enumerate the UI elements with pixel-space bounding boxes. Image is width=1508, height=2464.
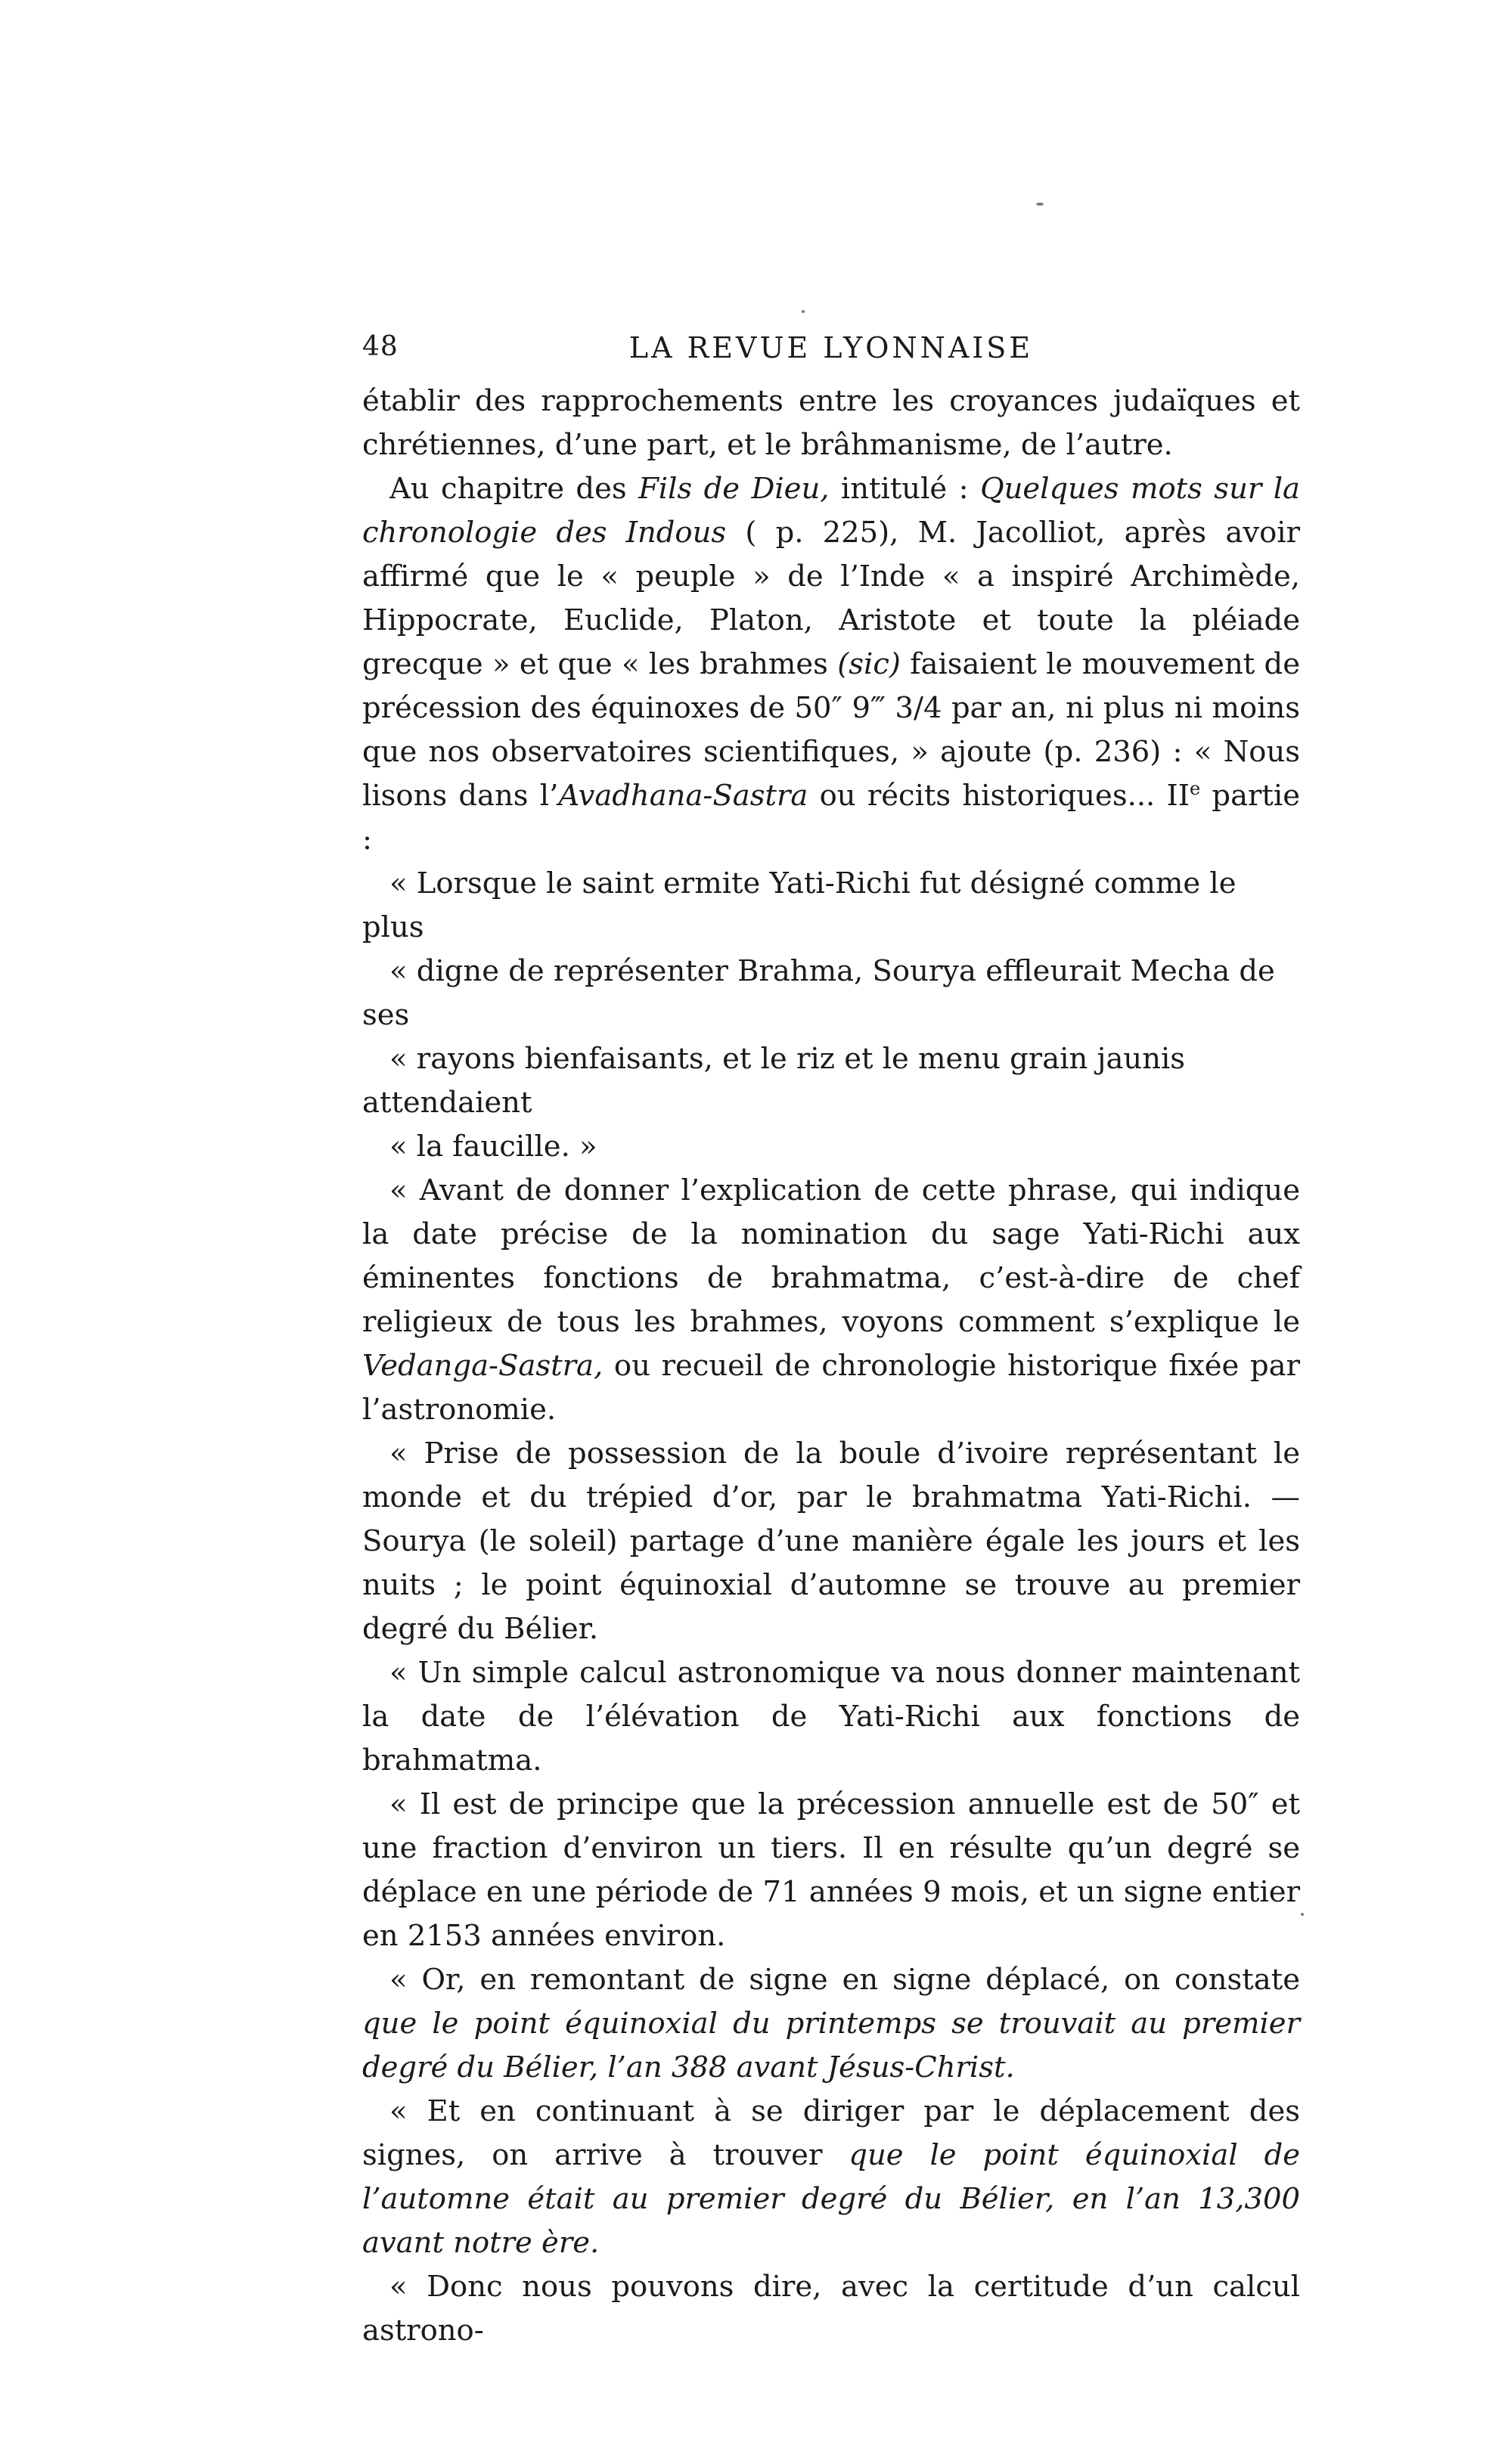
- verse-line: « rayons bienfaisants, et le riz et le menu grain jaunis attendaient: [362, 1042, 1186, 1120]
- print-speck: [802, 310, 805, 313]
- text-run: intitulé :: [829, 472, 981, 506]
- italic-title: Fils de Dieu,: [638, 472, 830, 506]
- page-header: [362, 331, 1300, 377]
- print-speck: [1301, 1913, 1304, 1916]
- italic-title: Avadhana-Sastra: [558, 779, 808, 813]
- paragraph-chapter: [362, 467, 1300, 862]
- paragraph-automne: [362, 2090, 1300, 2265]
- italic-title: Vedanga-Sastra,: [362, 1349, 604, 1383]
- text-run: ou recueil de chronologie historique fixée par l’astronomie.: [362, 1349, 1300, 1427]
- paragraph-precession: « Il est de principe que la précession annuelle est de 50″ et une fraction d’environ un tiers. Il en résulte qu’un degré se déplace en une période de 71 années 9 mois, et un signe entier en 2153 années environ.: [362, 1787, 1300, 1953]
- paragraph-possession: « Prise de possession de la boule d’ivoire représentant le monde et du trépied d’or, par le brahmatma Yati-Richi. — Sourya (le soleil) partage d’une manière égale les jours et les nuits ; le point équinoxial d’automne se trouve au premier degré du Bélier.: [362, 1437, 1300, 1646]
- paragraph-printemps: [362, 1958, 1300, 2090]
- text-run: « Avant de donner l’explication de cette phrase, qui indique la date précise de la nomination du sage Yati-Richi aux éminentes fonctions de brahmatma, c’est-à-dire de chef religieux de tous les brahmes, voyons comment s’explique le: [362, 1173, 1300, 1339]
- italic-sic: (sic): [837, 647, 901, 681]
- text-run: « Or, en remontant de signe en signe déplacé, on constate: [389, 1963, 1300, 1997]
- page-number: 48: [362, 331, 399, 362]
- verse-line: « Lorsque le saint ermite Yati-Richi fut désigné comme le plus: [362, 866, 1236, 944]
- text-run: ( p. 225), M. Jacolliot, après avoir affirmé que le « peuple » de l’Inde « a inspiré Archimède, Hippocrate, Euclide, Platon, Aristote et toute la pléiade grecque » et que « les brahmes: [362, 516, 1300, 681]
- running-title: LA REVUE LYONNAISE: [628, 331, 1034, 364]
- verse-line: « digne de représenter Brahma, Sourya effleurait Mecha de ses: [362, 954, 1275, 1032]
- italic-statement: que le point équinoxial de l’automne était au premier degré du Bélier, en l’an 13,300 avant notre ère.: [362, 2138, 1300, 2260]
- text-run: Au chapitre des: [389, 472, 639, 506]
- italic-statement: que le point équinoxial du printemps se trouvait au premier degré du Bélier, l’an 388 avant Jésus-Christ.: [362, 2007, 1300, 2084]
- paragraph-text: établir des rapprochements entre les croyances judaïques et chrétiennes, d’une part, et le brâhmanisme, de l’autre.: [362, 384, 1300, 462]
- superscript: e: [1189, 778, 1201, 800]
- italic-title: Quelques mots sur la chronologie des Indous: [362, 472, 1300, 550]
- paragraph-conclusion: « Donc nous pouvons dire, avec la certitude d’un calcul astrono-: [362, 2270, 1300, 2348]
- text-run: ou récits historiques... II: [808, 779, 1190, 813]
- paragraph-continuation: [362, 380, 1300, 467]
- text-run: faisaient le mouvement de précession des équinoxes de 50″ 9‴ 3/4 par an, ni plus ni moins que nos observatoires scientifiques, » ajoute (p. 236) : « Nous lisons dans l’: [362, 647, 1300, 813]
- text-run: partie :: [362, 779, 1300, 857]
- body-text: [362, 380, 1300, 2353]
- paragraph-calcul: « Un simple calcul astronomique va nous donner maintenant la date de l’élévation de Yati-Richi aux fonctions de brahmatma.: [362, 1656, 1300, 1777]
- verse-line: « la faucille. »: [389, 1130, 597, 1164]
- paragraph-explanation: [362, 1169, 1300, 1432]
- text-run: « Et en continuant à se diriger par le déplacement des signes, on arrive à trouver: [362, 2094, 1300, 2172]
- print-speck: [1036, 203, 1044, 206]
